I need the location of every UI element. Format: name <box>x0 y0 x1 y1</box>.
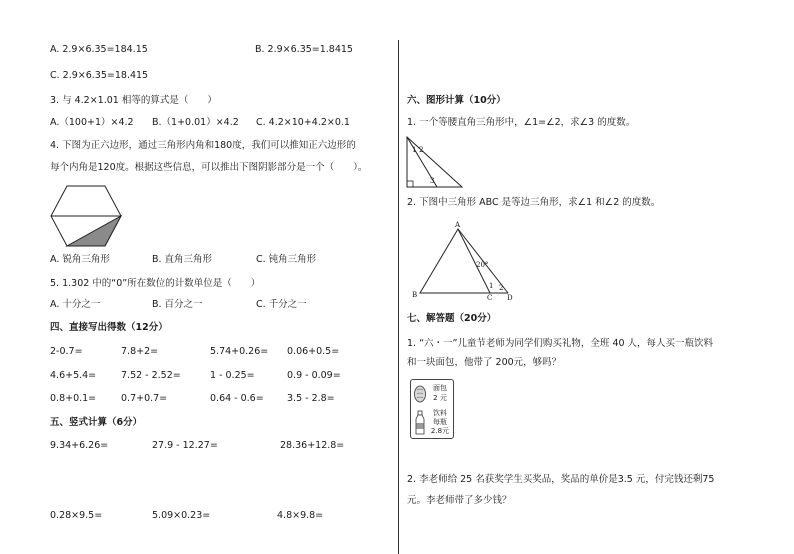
vertical-calc-item: 27.9 - 12.27= <box>152 440 218 451</box>
bread-price-item <box>411 380 453 408</box>
angle-20-label: 20° <box>476 261 489 269</box>
word-problem-1-line-2: 和一块面包，他带了 200元，够吗？ <box>407 357 562 368</box>
drink-price: 2.8元 <box>430 427 450 435</box>
vertex-a-label: A <box>455 221 461 229</box>
drink-bottle-icon <box>415 411 425 435</box>
q3-option-c: C. 4.2×10+4.2×0.1 <box>256 117 350 128</box>
drink-unit: 每瓶 <box>433 418 447 426</box>
price-card <box>410 379 454 439</box>
angle-2-label: 2 <box>419 146 424 154</box>
calc-cell: 0.64 - 0.6= <box>210 393 264 404</box>
q4-line-2: 每个内角是120度。根据这些信息，可以推出下图阴影部分是一个（ ）。 <box>50 162 368 173</box>
calc-cell: 0.8+0.1= <box>50 393 97 404</box>
vertex-b-label: B <box>412 291 418 299</box>
q5-option-a: A. 十分之一 <box>50 299 101 310</box>
drink-name: 饮料 <box>433 409 447 417</box>
angle-2-label: 2 <box>499 284 504 292</box>
bread-icon <box>414 385 426 403</box>
vertical-calc-item: 0.28×9.5= <box>50 510 103 521</box>
calc-cell: 4.6+5.4= <box>50 370 97 381</box>
q3-option-b: B.（1+0.01）×4.2 <box>152 117 239 128</box>
drink-price-item <box>411 409 453 437</box>
hexagon-figure <box>50 185 122 247</box>
q4-line-1: 4. 下图为正六边形，通过三角形内角和180度，我们可以推知正六边形的 <box>50 140 356 151</box>
geometry-q1-text: 1. 一个等腰直角三角形中，∠1=∠2，求∠3 的度数。 <box>407 117 636 128</box>
vertical-calc-item: 28.36+12.8= <box>280 440 345 451</box>
calc-cell: 7.8+2= <box>121 346 159 357</box>
bread-price: 2 元 <box>433 394 447 402</box>
section-7-title: 七、解答题（20分） <box>407 313 497 324</box>
calc-cell: 0.06+0.5= <box>287 346 340 357</box>
vertex-c-label: C <box>487 294 493 302</box>
q4-option-c: C. 钝角三角形 <box>256 254 317 265</box>
q5-option-b: B. 百分之一 <box>152 299 203 310</box>
q3-option-a: A.（100+1）×4.2 <box>50 117 134 128</box>
q5-stem: 5. 1.302 中的“0”所在数位的计数单位是（ ） <box>50 278 261 289</box>
calc-cell: 0.9 - 0.09= <box>287 370 341 381</box>
word-problem-2-line-1: 2. 李老师给 25 名获奖学生买奖品，奖品的单价是3.5 元，付完钱还剩75 <box>407 474 715 485</box>
right-angle-mark <box>407 181 413 187</box>
calc-cell: 7.52 - 2.52= <box>121 370 181 381</box>
equilateral-triangle-figure <box>410 222 520 300</box>
section-5-title: 五、竖式计算（6分） <box>50 417 143 428</box>
vertical-calc-item: 5.09×0.23= <box>152 510 211 521</box>
geometry-q2-text: 2. 下图中三角形 ABC 是等边三角形，求∠1 和∠2 的度数。 <box>407 197 661 208</box>
column-divider <box>398 40 399 554</box>
angle-1-label: 1 <box>489 282 494 290</box>
q4-option-a: A. 锐角三角形 <box>50 254 110 265</box>
q2-option-c: C. 2.9×6.35=18.415 <box>50 70 149 81</box>
section-6-title: 六、图形计算（10分） <box>407 95 506 106</box>
q3-stem: 3. 与 4.2×1.01 相等的算式是（ ） <box>50 95 217 106</box>
angle-3-label: 3 <box>430 177 435 185</box>
bread-name: 面包 <box>433 384 447 392</box>
calc-cell: 1 - 0.25= <box>210 370 255 381</box>
vertex-d-label: D <box>507 294 513 302</box>
isosceles-right-triangle-figure <box>406 136 464 188</box>
calc-cell: 3.5 - 2.8= <box>287 393 335 404</box>
q5-option-c: C. 千分之一 <box>256 299 307 310</box>
q4-option-b: B. 直角三角形 <box>152 254 213 265</box>
q2-option-a: A. 2.9×6.35=184.15 <box>50 44 148 55</box>
calc-cell: 2-0.7= <box>50 346 83 357</box>
q2-option-b: B. 2.9×6.35=1.8415 <box>255 44 353 55</box>
outer-triangle <box>407 137 462 187</box>
word-problem-1-line-1: 1. “六・一”儿童节老师为同学们购买礼物，全班 40 人，每人买一瓶饮料 <box>407 338 714 349</box>
section-4-title: 四、直接写出得数（12分） <box>50 322 168 333</box>
calc-cell: 5.74+0.26= <box>210 346 269 357</box>
vertical-calc-item: 9.34+6.26= <box>50 440 109 451</box>
vertical-calc-item: 4.8×9.8= <box>277 510 324 521</box>
word-problem-2-line-2: 元。李老师带了多少钱？ <box>407 495 512 506</box>
calc-cell: 0.7+0.7= <box>121 393 168 404</box>
angle-1-label: 1 <box>412 146 417 154</box>
